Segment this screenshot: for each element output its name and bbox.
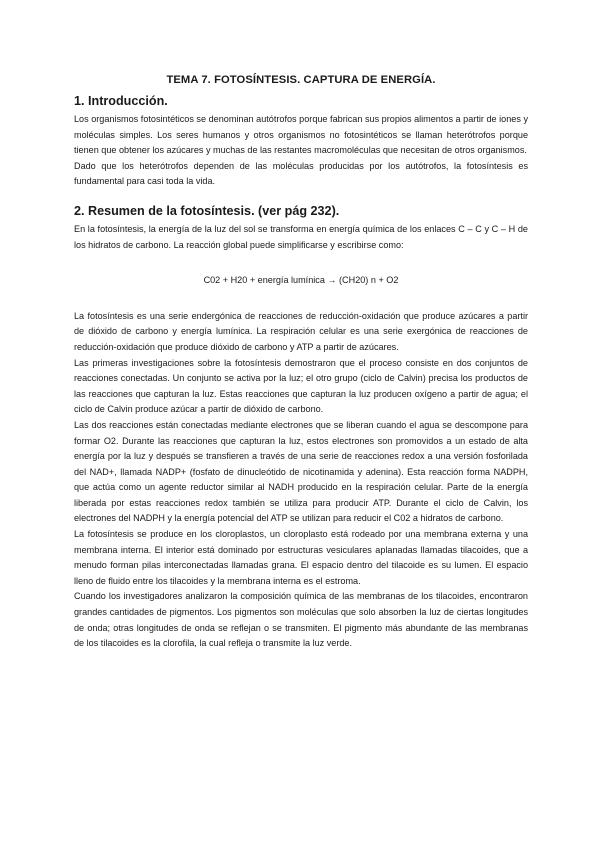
paragraph: Las primeras investigaciones sobre la fotosíntesis demostraron que el proceso consiste en dos conjuntos de reacciones conectadas. Un conjunto se activa por la luz; el otro grupo (ciclo de Calvin) precisa los productos de las reacciones que capturan la luz. Estas reacciones que capturan la luz producen oxígeno a partir de agua; el ciclo de Calvin produce azúcar a partir de dióxido de carbono. xyxy=(74,357,528,415)
section-introduccion xyxy=(74,94,528,190)
paragraph: Dado que los heterótrofos dependen de las moléculas producidas por los autótrofos, la fotosíntesis es fundamental para casi toda la vida. xyxy=(74,160,528,187)
section-heading: 2. Resumen de la fotosíntesis. (ver pág 232). xyxy=(74,203,340,218)
paragraph: Los organismos fotosintéticos se denominan autótrofos porque fabrican sus propios alimentos a partir de iones y moléculas simples. Los seres humanos y otros organismos no fotosintéticos se llaman heterótrofos porque tienen que obtener los azúcares y muchas de las restantes macromoléculas que necesitan de otros organismos. xyxy=(74,114,528,156)
reaction-formula: C02 + H20 + energía lumínica → (CH20) n + O2 xyxy=(203,275,399,286)
paragraph: Las dos reacciones están conectadas mediante electrones que se liberan cuando el agua se descompone para formar O2. Durante las reacciones que capturan la luz, estos electrones son promovidos a un estado de alta energía por la luz y después se transfieren a través de una serie de reacciones redox a una versión fosforilada del NAD+, llamada NADP+ (fosfato de dinucleótido de nicotinamida y adenina). Esta reacción forma NADPH, que actúa como un agente reductor similar al NADH producido en la respiración celular. Parte de la energía liberada por estas reacciones redox también se utiliza para producir ATP. Durante el ciclo de Calvin, los electrones del NADPH y la energía potencial del ATP se utilizan para reducir el C02 a hidratos de carbono. xyxy=(74,419,528,524)
paragraph: La fotosíntesis se produce en los cloroplastos, un cloroplasto está rodeado por una membrana externa y una membrana interna. El interior está dominado por estructuras vesiculares aplanadas llamadas tilacoides, que a menudo forman pilas interconectadas llamadas grana. El espacio dentro del tilacoide es su lumen. El espacio lleno de fluido entre los tilacoides y la membrana interna es el estroma. xyxy=(74,529,528,586)
paragraph: Cuando los investigadores analizaron la composición química de las membranas de los tilacoides, encontraron grandes cantidades de pigmentos. Los pigmentos son moléculas que solo absorben la luz de ciertas longitudes de onda; otras longitudes de onda se reflejan o se transmiten. El pigmento más abundante de las membranas de los tilacoides es la clorofila, la cual refleja o transmite la luz verde. xyxy=(74,591,528,649)
section-heading: 1. Introducción. xyxy=(74,94,168,108)
paragraph: La fotosíntesis es una serie endergónica de reacciones de reducción-oxidación que produce azúcares a partir de dióxido de carbono y energía lumínica. La respiración celular es una serie exergónica de reacciones de reducción-oxidación que produce dióxido de carbono y ATP a partir de azúcares. xyxy=(74,310,528,352)
section-resumen xyxy=(74,204,528,652)
paragraph-intro: En la fotosíntesis, la energía de la luz del sol se transforma en energía química de los enlaces C – C y C – H de los hidratos de carbono. La reacción global puede simplificarse y escribirse como: xyxy=(74,223,528,250)
document-title: TEMA 7. FOTOSÍNTESIS. CAPTURA DE ENERGÍA. xyxy=(166,74,436,86)
